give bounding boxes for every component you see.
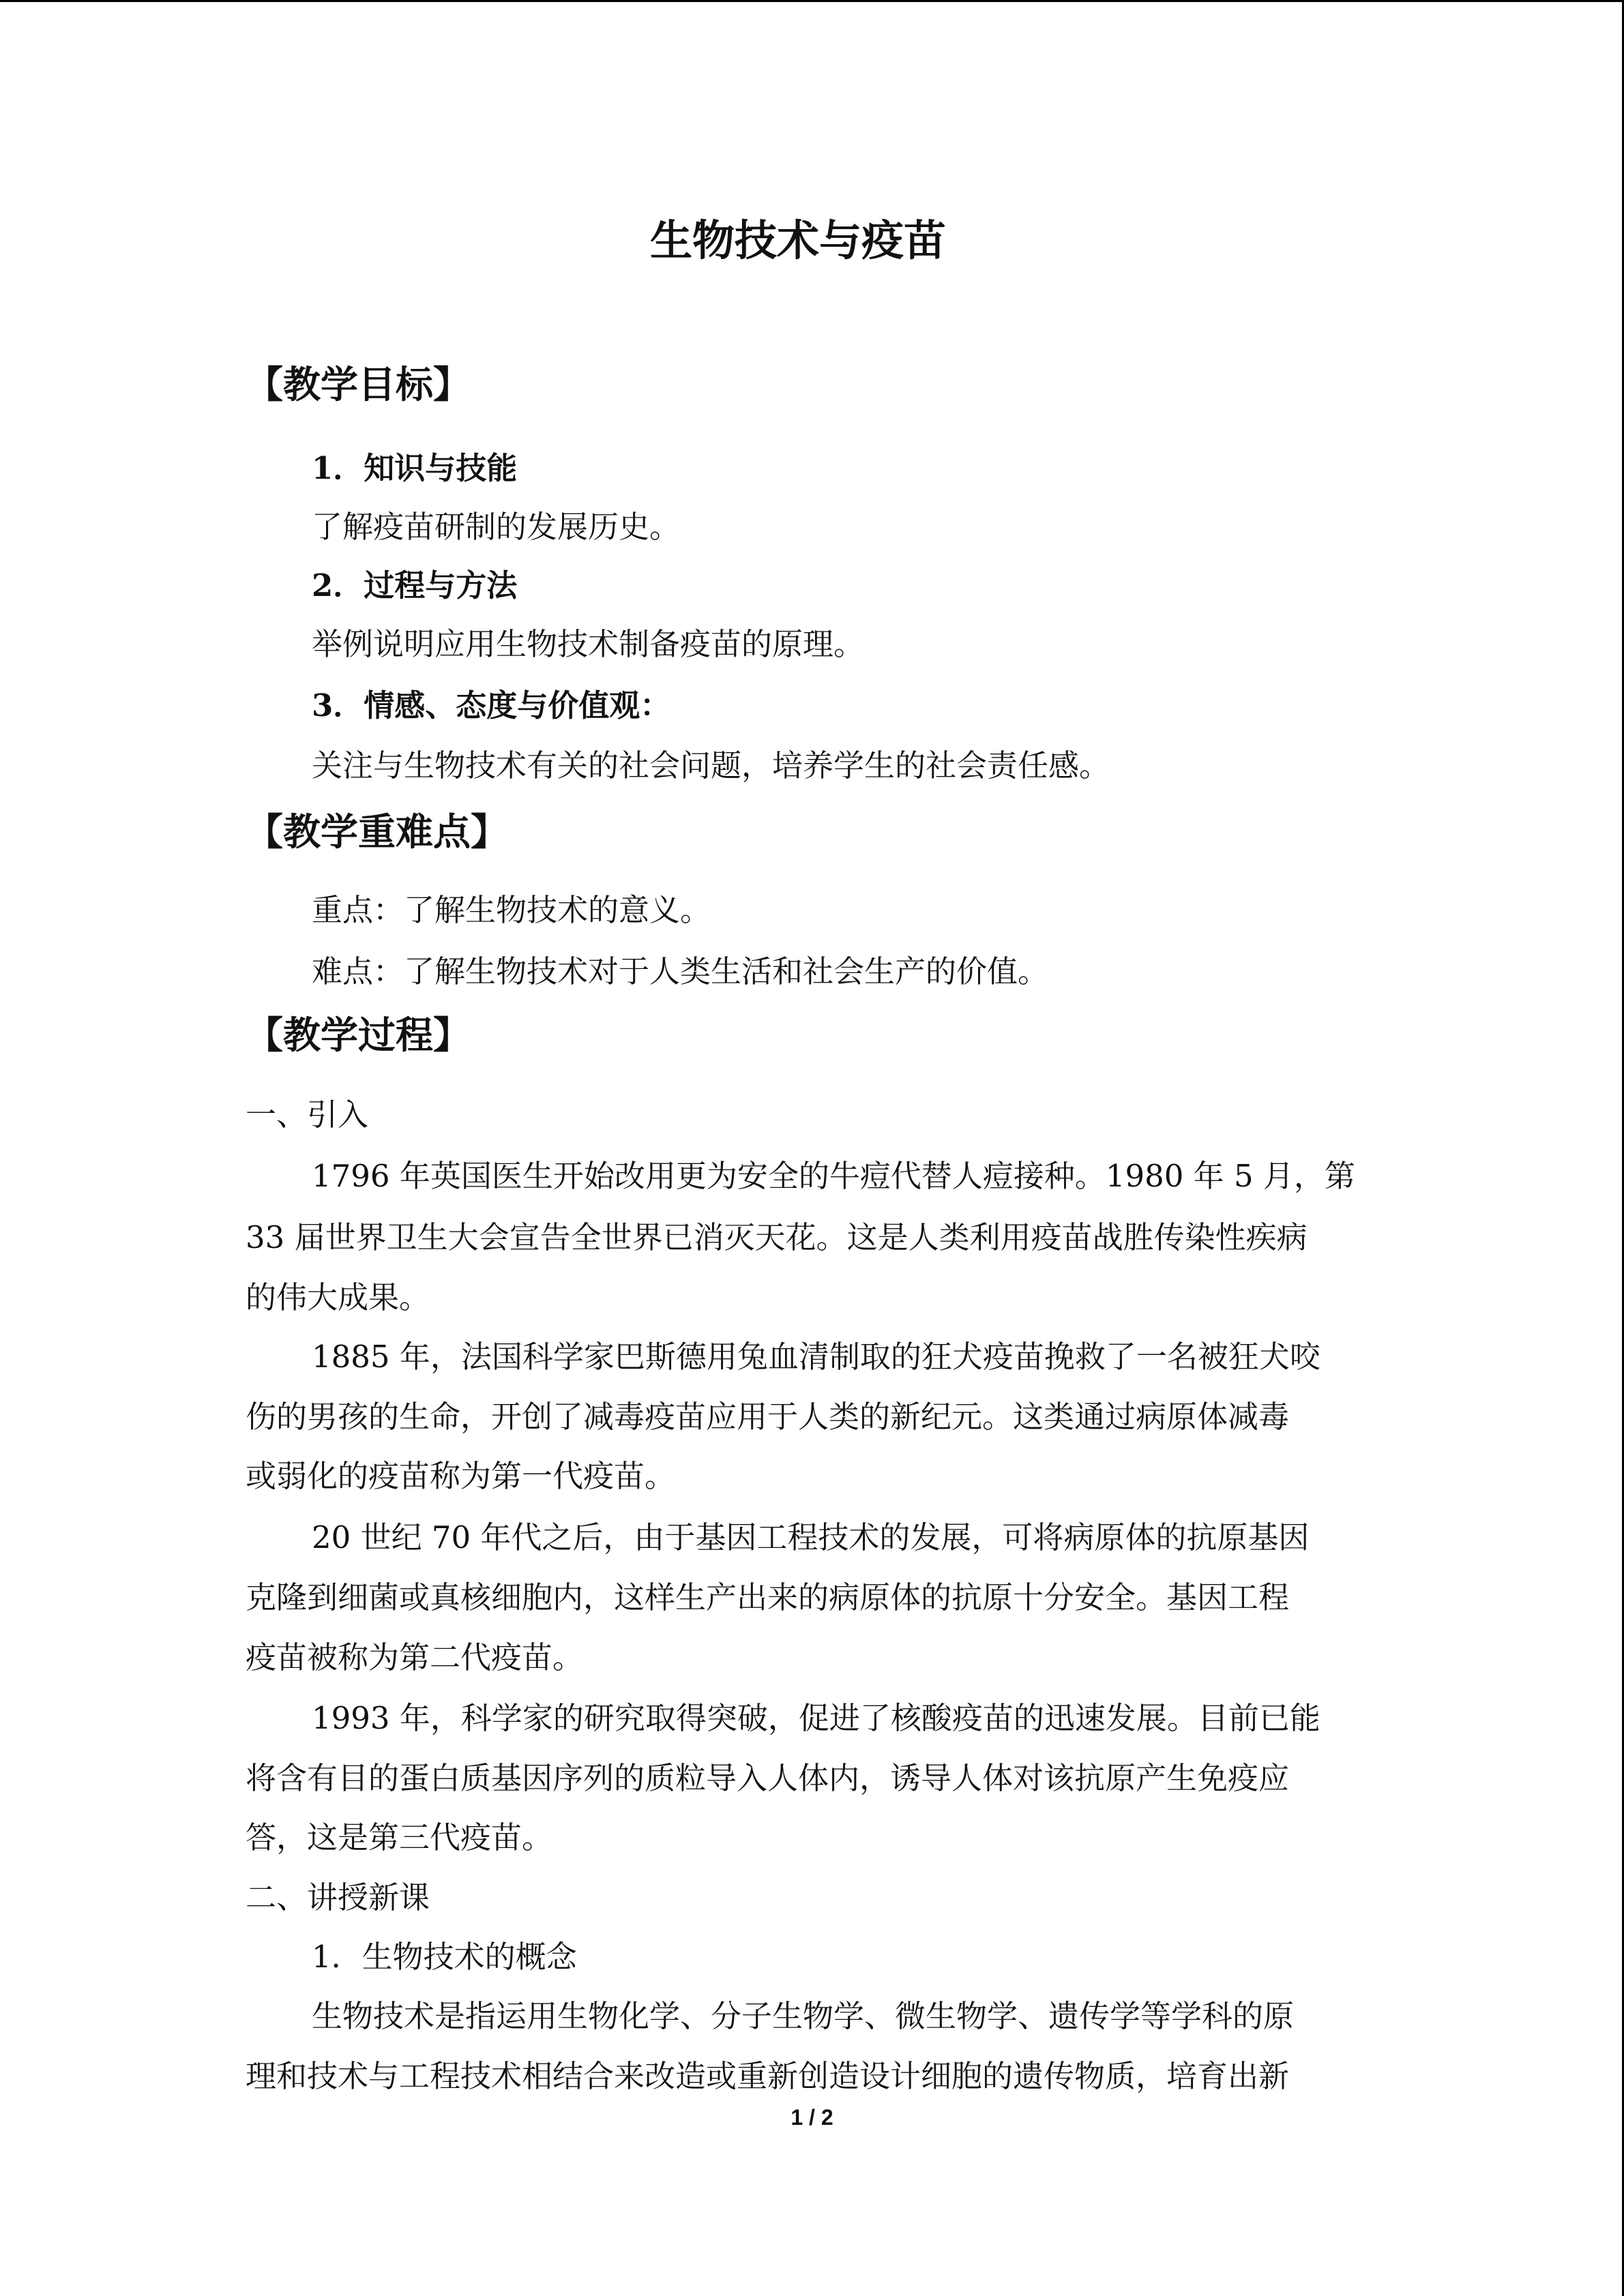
objective-2-label: 2．过程与方法 (312, 567, 518, 603)
paragraph-3-line-2: 克隆到细菌或真核细胞内，这样生产出来的病原体的抗原十分安全。基因工程 (246, 1579, 1290, 1615)
part1-title: 一、引入 (246, 1097, 369, 1133)
key-points-heading: 【教学重难点】 (246, 810, 509, 854)
paragraph-2-line-3: 或弱化的疫苗称为第一代疫苗。 (246, 1458, 676, 1494)
paragraph-4-line-2: 将含有目的蛋白质基因序列的质粒导入人体内，诱导人体对该抗原产生免疫应 (246, 1760, 1290, 1796)
paragraph-1-line-1: 1796 年英国医生开始改用更为安全的牛痘代替人痘接种。1980 年 5 月，第 (312, 1158, 1355, 1194)
page-number: 1 / 2 (791, 2105, 833, 2130)
part2-title: 二、讲授新课 (246, 1879, 430, 1915)
objective-3-text: 关注与生物技术有关的社会问题，培养学生的社会责任感。 (312, 747, 1110, 784)
difficult-point-line: 难点：了解生物技术对于人类生活和社会生产的价值。 (312, 953, 1049, 989)
process-heading: 【教学过程】 (246, 1013, 471, 1057)
paragraph-4-line-1: 1993 年，科学家的研究取得突破，促进了核酸疫苗的迅速发展。目前已能 (312, 1700, 1320, 1736)
paragraph-1-line-3: 的伟大成果。 (246, 1279, 430, 1315)
key-point-line: 重点：了解生物技术的意义。 (312, 892, 711, 928)
paragraph-2-line-1: 1885 年，法国科学家巴斯德用兔血清制取的狂犬疫苗挽救了一名被狂犬咬 (312, 1339, 1320, 1375)
objectives-heading: 【教学目标】 (246, 363, 471, 406)
paragraph-3-line-1: 20 世纪 70 年代之后，由于基因工程技术的发展，可将病原体的抗原基因 (312, 1519, 1310, 1555)
part2-subtitle: 1．生物技术的概念 (312, 1939, 577, 1975)
objective-1-label: 1．知识与技能 (312, 450, 518, 486)
part2-line-1: 生物技术是指运用生物化学、分子生物学、微生物学、遗传学等学科的原 (312, 1998, 1295, 2034)
paragraph-4-line-3: 答，这是第三代疫苗。 (246, 1819, 553, 1855)
document-title: 生物技术与疫苗 (649, 215, 946, 265)
objective-1-text: 了解疫苗研制的发展历史。 (312, 509, 681, 545)
paragraph-3-line-3: 疫苗被称为第二代疫苗。 (246, 1639, 584, 1675)
paragraph-2-line-2: 伤的男孩的生命，开创了减毒疫苗应用于人类的新纪元。这类通过病原体减毒 (246, 1399, 1290, 1435)
page-top-border (0, 0, 1624, 2)
objective-2-text: 举例说明应用生物技术制备疫苗的原理。 (312, 626, 865, 662)
paragraph-1-line-2: 33 届世界卫生大会宣告全世界已消灭天花。这是人类利用疫苗战胜传染性疾病 (246, 1219, 1308, 1255)
part2-line-2: 理和技术与工程技术相结合来改造或重新创造设计细胞的遗传物质，培育出新 (246, 2058, 1290, 2094)
objective-3-label: 3．情感、态度与价值观： (312, 687, 671, 724)
